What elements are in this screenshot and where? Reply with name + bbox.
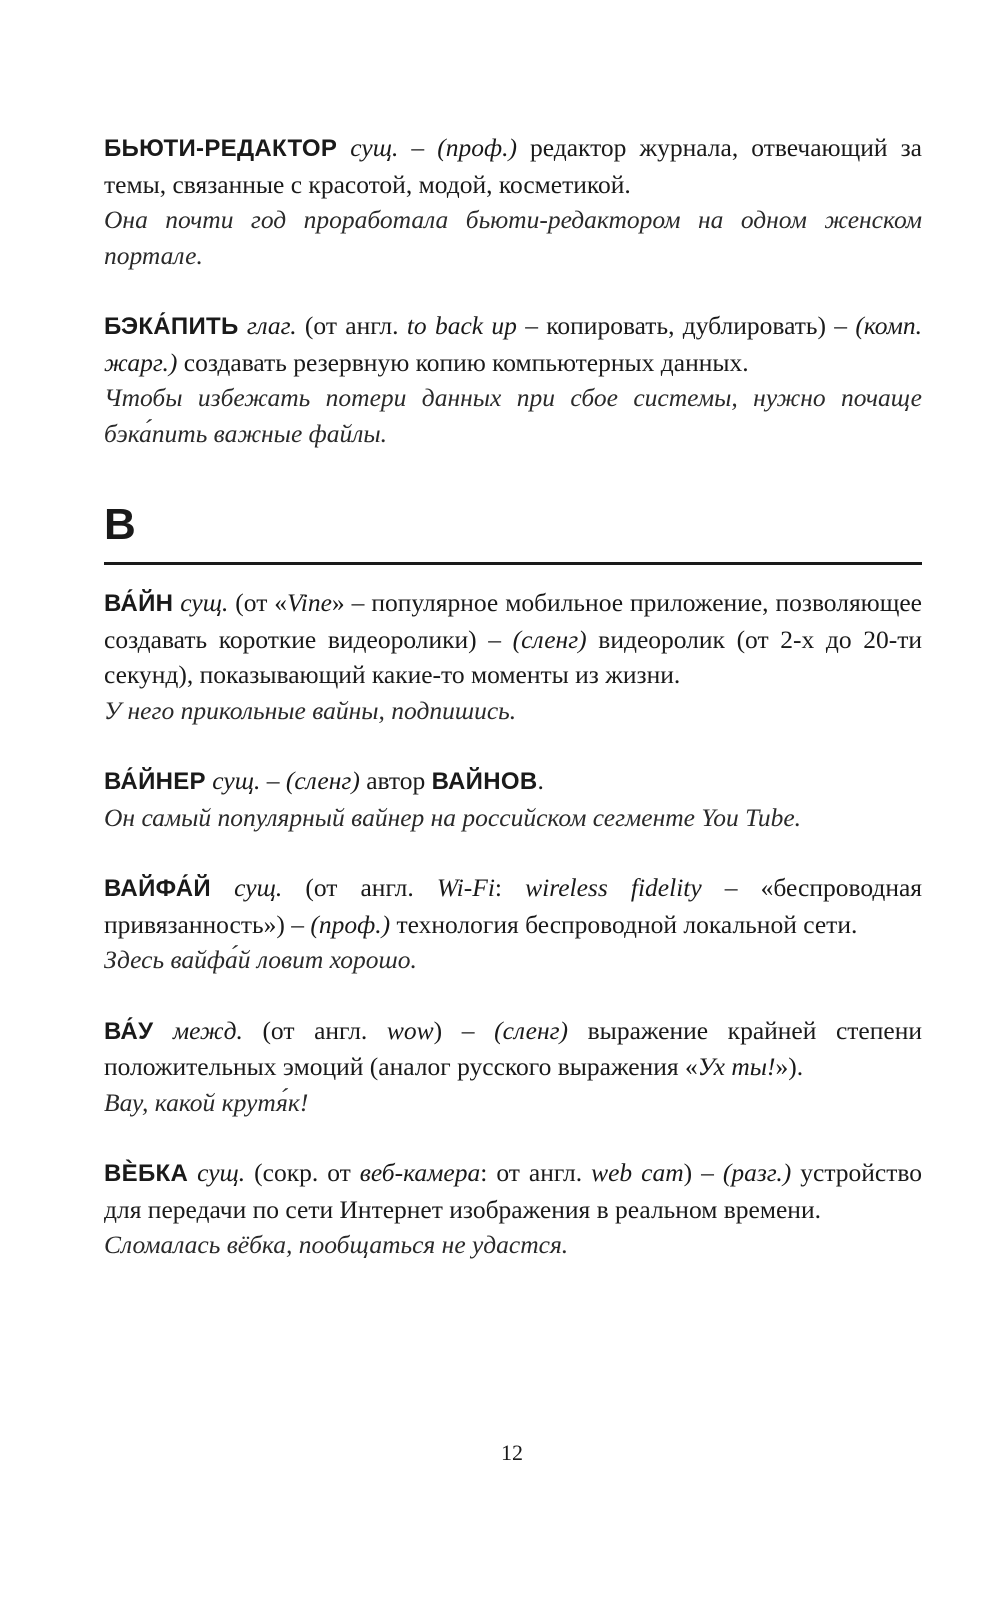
headword: ВАЙФА́Й <box>104 875 211 902</box>
usage-label: (сленг) <box>494 1015 569 1045</box>
section-letter: В <box>104 500 136 549</box>
quoted-phrase: Ух ты! <box>697 1052 776 1081</box>
page-number: 12 <box>501 1440 523 1465</box>
usage-label: (комп. жарг.) <box>104 311 922 377</box>
text-fragment: (от « <box>228 588 288 617</box>
part-of-speech: сущ. <box>197 1158 246 1187</box>
text-fragment: : от англ. <box>480 1158 592 1187</box>
entry-vebka <box>104 1155 922 1263</box>
text-fragment: – «беспроводная привязанность») – <box>104 873 923 939</box>
etymology-prefix: (от англ. <box>296 311 407 340</box>
headword: БЬЮТИ-РЕДАКТОР <box>104 135 338 162</box>
entry-text <box>104 870 922 942</box>
usage-label: (разг.) <box>722 1158 792 1187</box>
etymology-word: Wi-Fi <box>436 873 495 902</box>
example: Вау, какой крутя́к! <box>104 1087 309 1117</box>
usage-label: (проф.) <box>437 133 517 162</box>
text-fragment: (от англ. <box>282 873 437 902</box>
entry-vaifai <box>104 870 922 978</box>
headword: ВА́ЙНЕР <box>104 768 206 795</box>
text-fragment: »). <box>775 1052 804 1081</box>
dictionary-page <box>104 130 922 1298</box>
example: Чтобы избежать потери данных при сбое системы, нужно почаще бэка́пить важные файлы. <box>104 383 922 448</box>
entry-vain <box>104 585 922 728</box>
etymology-word: веб-камера <box>359 1158 481 1187</box>
text-fragment: (от англ. <box>242 1015 387 1045</box>
headword: БЭКА́ПИТЬ <box>104 313 239 340</box>
etymology-word: Vine <box>287 588 332 617</box>
entry-vainer <box>104 763 922 835</box>
entry-vau <box>104 1013 922 1121</box>
definition: устройство для передачи по сети Интернет изображения в реальном времени. <box>104 1158 923 1224</box>
definition: технология беспроводной локальной сети. <box>390 909 858 939</box>
etymology-suffix: – копировать, дублировать) – <box>516 311 856 340</box>
usage-label: (сленг) <box>285 766 360 795</box>
part-of-speech: сущ. <box>234 873 283 902</box>
headword: ВА́У <box>104 1017 154 1045</box>
definition: выражение крайней степени положительных эмоций (аналог русского выражения « <box>104 1015 923 1081</box>
text-fragment: » – популярное мобильное приложение, позволяющее создавать короткие видеоролики) – <box>104 588 922 654</box>
usage-label: (проф.) <box>310 909 391 939</box>
entry-backup <box>104 308 922 451</box>
example: Она почти год проработала бьюти-редактором на одном женском портале. <box>104 205 922 270</box>
entry-text <box>104 308 922 380</box>
part-of-speech: сущ. <box>180 588 229 617</box>
entry-text <box>104 585 922 693</box>
etymology-word: to back up <box>406 311 517 340</box>
part-of-speech: сущ. <box>212 766 261 795</box>
entry-text <box>104 1155 922 1227</box>
example: Он самый популярный вайнер на российском сегменте You Tube. <box>104 802 802 832</box>
example: Сломалась вёбка, пообщаться не удастся. <box>104 1230 569 1259</box>
section-divider <box>104 562 922 565</box>
part-of-speech: глаг. <box>246 311 297 340</box>
text-fragment: . <box>537 766 544 795</box>
etymology-word: wireless fidelity <box>525 873 702 902</box>
entry-beauty-editor <box>104 130 922 273</box>
part-of-speech: сущ. <box>350 133 399 162</box>
text-fragment: ) – <box>433 1015 495 1045</box>
text-fragment: : <box>494 873 526 902</box>
text-fragment: ) – <box>683 1158 723 1187</box>
etymology-word: web cam <box>591 1158 684 1187</box>
example: Здесь вайфа́й ловит хорошо. <box>104 945 417 974</box>
entry-text <box>104 1013 922 1085</box>
definition: видеоролик (от 2-х до 20-ти секунд), показывающий какие-то моменты из жизни. <box>104 624 922 689</box>
entry-text <box>104 130 922 202</box>
text-fragment: автор <box>359 766 432 795</box>
headword: ВЀБКА <box>104 1160 189 1187</box>
entry-text <box>104 763 922 800</box>
part-of-speech: межд. <box>172 1015 243 1045</box>
cross-reference: ВАЙНОВ <box>431 768 538 795</box>
example: У него прикольные вайны, подпишись. <box>104 695 517 725</box>
text-fragment: – <box>260 766 286 795</box>
headword: ВА́ЙН <box>104 590 174 617</box>
usage-label: (сленг) <box>512 624 587 654</box>
definition: редактор журнала, отвечающий за темы, связанные с красотой, модой, косметикой. <box>104 133 922 199</box>
etymology-word: wow <box>386 1015 434 1045</box>
separator: – <box>398 133 438 162</box>
definition: создавать резервную копию компьютерных данных. <box>177 347 749 377</box>
text-fragment: (сокр. от <box>245 1158 360 1187</box>
